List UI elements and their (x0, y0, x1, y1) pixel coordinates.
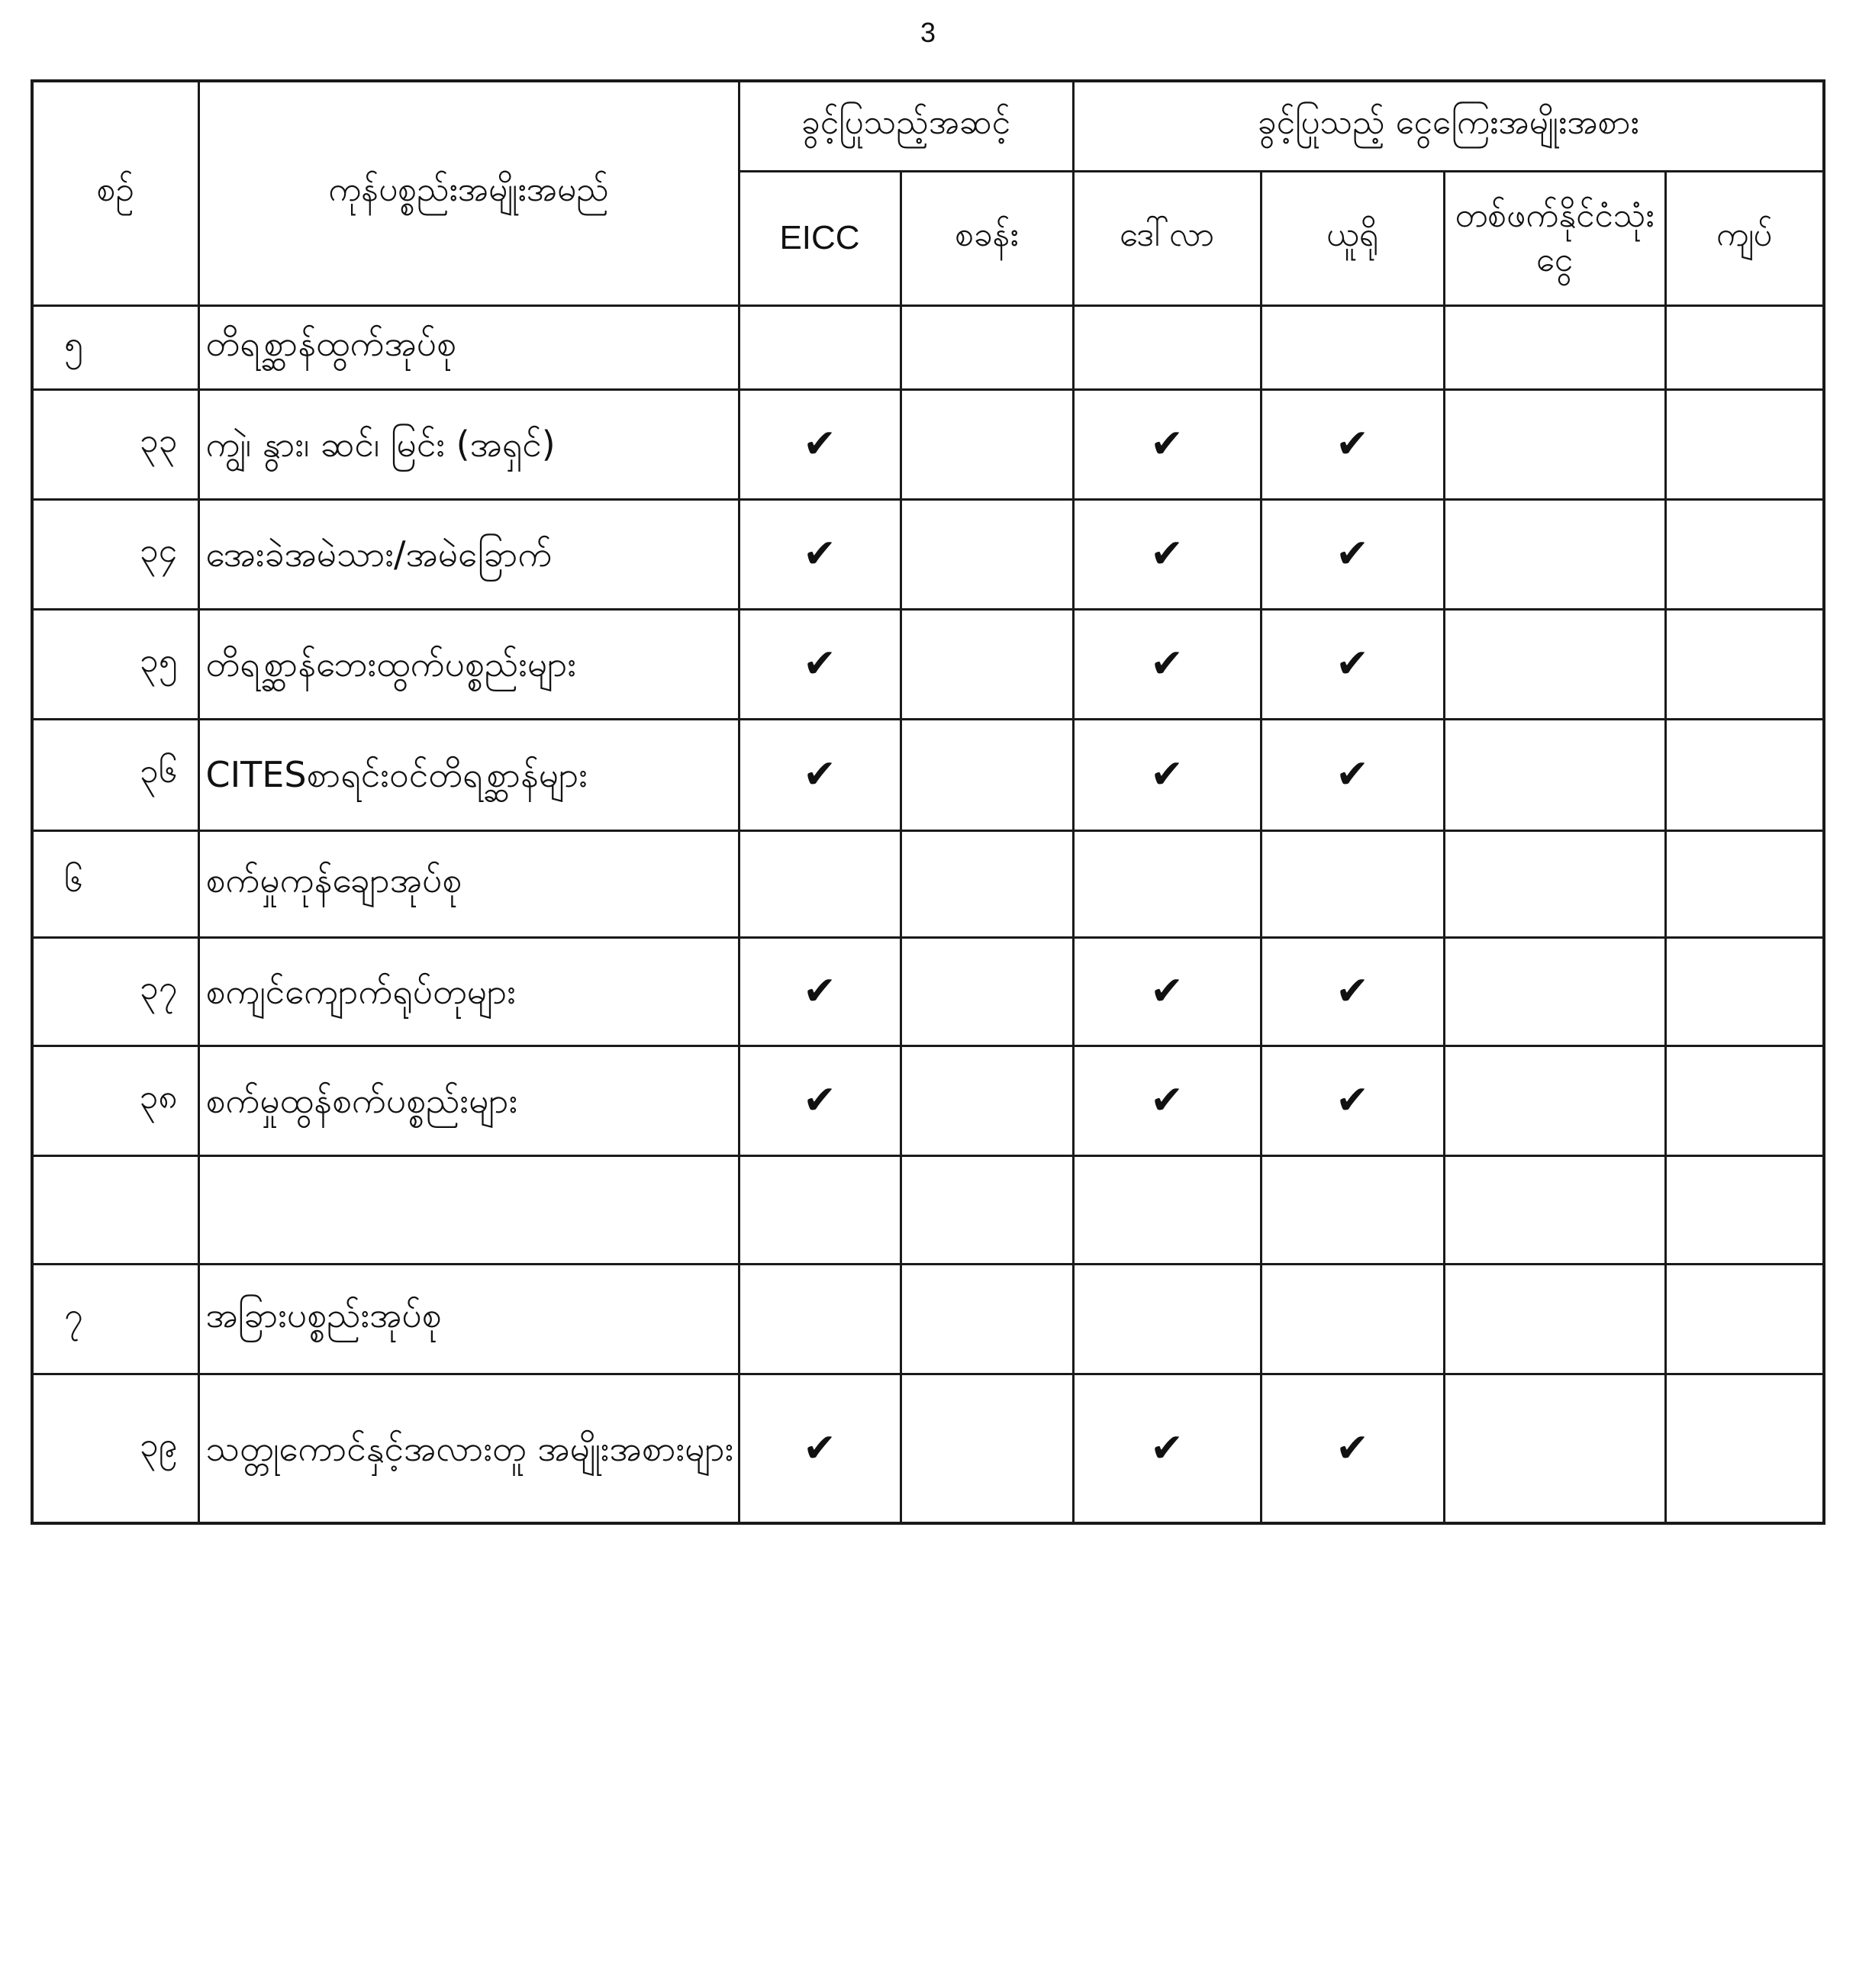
eicc-tick: ✔ (739, 937, 901, 1046)
yuan-tick: ✔ (1261, 719, 1444, 830)
blank-cell (1444, 1155, 1665, 1264)
eicc-cell (739, 305, 901, 389)
page-number: 3 (920, 17, 936, 48)
item-type-header: ကုန်ပစ္စည်းအမျိုးအမည် (198, 81, 739, 305)
yuan-tick: ✔ (1261, 937, 1444, 1046)
blank-cell (739, 1155, 901, 1264)
permitted-currency-header: ခွင့်ပြုသည့် ငွေကြေးအမျိုးအစား (1073, 81, 1824, 171)
blank-cell (901, 1155, 1073, 1264)
eicc-tick: ✔ (739, 719, 901, 830)
third-currency-cell (1444, 1264, 1665, 1374)
yuan-header: ယူရို (1261, 171, 1444, 305)
item-number: ၃၃ (32, 389, 198, 499)
usd-cell (1073, 305, 1261, 389)
table-row (32, 1046, 1824, 1155)
kyat-cell (1665, 1046, 1824, 1155)
item-number: ၃၈ (32, 1046, 198, 1155)
eicc-tick: ✔ (739, 609, 901, 719)
group-row (32, 305, 1824, 389)
third-currency-cell (1444, 305, 1665, 389)
item-name: ကျွဲ၊ နွား၊ ဆင်၊ မြင်း (အရှင်) (198, 389, 739, 499)
item-number: ၃၅ (32, 609, 198, 719)
yuan-tick: ✔ (1261, 389, 1444, 499)
item-number: ၃၉ (32, 1374, 198, 1523)
item-name: တိရစ္ဆာန်ဘေးထွက်ပစ္စည်းများ (198, 609, 739, 719)
usd-tick: ✔ (1073, 499, 1261, 609)
item-number: ၃၄ (32, 499, 198, 609)
item-number: ၃၇ (32, 937, 198, 1046)
kyat-cell (1665, 389, 1824, 499)
group-name: အခြားပစ္စည်းအုပ်စု (198, 1264, 739, 1374)
checkpoint-header: စခန်း (901, 171, 1073, 305)
kyat-header: ကျပ် (1665, 171, 1824, 305)
usd-header: ဒေါ်လာ (1073, 171, 1261, 305)
permitted-channel-header: ခွင့်ပြုသည့်အဆင့် (739, 81, 1073, 171)
third-currency-cell (1444, 499, 1665, 609)
eicc-tick: ✔ (739, 1374, 901, 1523)
checkpoint-cell (901, 937, 1073, 1046)
kyat-cell (1665, 1264, 1824, 1374)
item-name: စကျင်ကျောက်ရုပ်တုများ (198, 937, 739, 1046)
checkpoint-cell (901, 499, 1073, 609)
eicc-cell (739, 1264, 901, 1374)
group-name: စက်မှုကုန်ချောအုပ်စု (198, 830, 739, 937)
usd-tick: ✔ (1073, 609, 1261, 719)
checkpoint-cell (901, 389, 1073, 499)
item-name: သတ္တုကောင်နှင့်အလားတူ အမျိုးအစားများ (198, 1374, 739, 1523)
usd-tick: ✔ (1073, 1046, 1261, 1155)
checkpoint-cell (901, 305, 1073, 389)
checkpoint-cell (901, 719, 1073, 830)
third-currency-cell (1444, 1046, 1665, 1155)
group-row (32, 830, 1824, 937)
kyat-cell (1665, 609, 1824, 719)
kyat-cell (1665, 305, 1824, 389)
blank-cell (1073, 1155, 1261, 1264)
blank-cell (1261, 1155, 1444, 1264)
third-currency-cell (1444, 609, 1665, 719)
table-row (32, 937, 1824, 1046)
checkpoint-cell (901, 1374, 1073, 1523)
eicc-cell (739, 830, 901, 937)
yuan-tick: ✔ (1261, 1374, 1444, 1523)
checkpoint-cell (901, 830, 1073, 937)
table-row (32, 389, 1824, 499)
yuan-cell (1261, 1264, 1444, 1374)
yuan-cell (1261, 830, 1444, 937)
usd-tick: ✔ (1073, 389, 1261, 499)
group-name: တိရစ္ဆာန်ထွက်အုပ်စု (198, 305, 739, 389)
item-number: ၃၆ (32, 719, 198, 830)
blank-cell (1665, 1155, 1824, 1264)
eicc-header: EICC (739, 171, 901, 305)
yuan-tick: ✔ (1261, 609, 1444, 719)
usd-cell (1073, 1264, 1261, 1374)
kyat-cell (1665, 719, 1824, 830)
yuan-tick: ✔ (1261, 1046, 1444, 1155)
kyat-cell (1665, 830, 1824, 937)
yuan-cell (1261, 305, 1444, 389)
serial-header: စဉ် (32, 81, 198, 305)
blank-cell (198, 1155, 739, 1264)
group-number: ၅ (32, 305, 198, 389)
blank-row (32, 1155, 1824, 1264)
usd-tick: ✔ (1073, 719, 1261, 830)
kyat-cell (1665, 1374, 1824, 1523)
third-currency-header: တစ်ဖက်နိုင်ငံသုံးငွေ (1444, 171, 1665, 305)
checkpoint-cell (901, 1046, 1073, 1155)
eicc-tick: ✔ (739, 499, 901, 609)
table-row (32, 499, 1824, 609)
checkpoint-cell (901, 609, 1073, 719)
group-number: ၇ (32, 1264, 198, 1374)
group-row (32, 1264, 1824, 1374)
eicc-tick: ✔ (739, 389, 901, 499)
blank-cell (32, 1155, 198, 1264)
kyat-cell (1665, 499, 1824, 609)
third-currency-cell (1444, 719, 1665, 830)
table-row (32, 1374, 1824, 1523)
table-row (32, 609, 1824, 719)
third-currency-cell (1444, 1374, 1665, 1523)
item-name: စက်မှုထွန်စက်ပစ္စည်းများ (198, 1046, 739, 1155)
kyat-cell (1665, 937, 1824, 1046)
table-row (32, 719, 1824, 830)
third-currency-cell (1444, 937, 1665, 1046)
yuan-tick: ✔ (1261, 499, 1444, 609)
item-name: အေးခဲအမဲသား/အမဲခြောက် (198, 499, 739, 609)
third-currency-cell (1444, 830, 1665, 937)
third-currency-cell (1444, 389, 1665, 499)
checkpoint-cell (901, 1264, 1073, 1374)
item-name: CITESစာရင်းဝင်တိရစ္ဆာန်များ (198, 719, 739, 830)
export-items-table (31, 79, 1825, 1525)
usd-cell (1073, 830, 1261, 937)
usd-tick: ✔ (1073, 1374, 1261, 1523)
usd-tick: ✔ (1073, 937, 1261, 1046)
eicc-tick: ✔ (739, 1046, 901, 1155)
group-number: ၆ (32, 830, 198, 937)
